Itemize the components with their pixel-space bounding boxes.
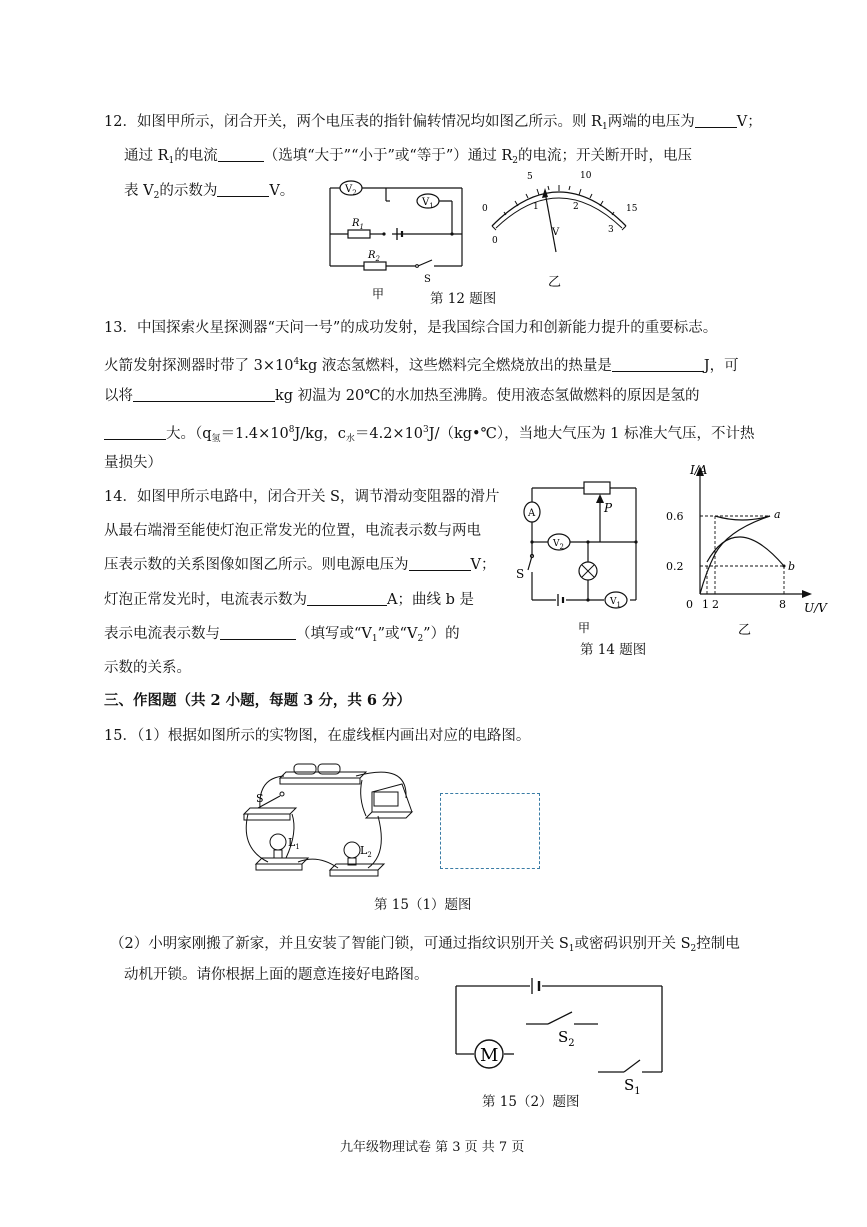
x-axis-label: U/V [804, 601, 827, 615]
dial-tick-label: 0 [482, 204, 488, 214]
q15-2-caption: 第 15（2）题图 [482, 1094, 580, 1110]
answer-blank[interactable] [218, 147, 264, 162]
q14-iu-graph [664, 462, 840, 640]
q14-caption: 第 14 题图 [580, 642, 647, 658]
q15-line-1: 15．（1）根据如图所示的实物图，在虚线框内画出对应的电路图。 [104, 728, 531, 744]
dial-tick-label: 1 [533, 202, 539, 212]
curve-b-label: b [788, 560, 796, 573]
r1-label: $R_1$ [352, 218, 364, 231]
fig-label-jia: 甲 [578, 621, 591, 635]
x-tick-label: 2 [712, 598, 719, 611]
s1-label: $S_1$ [624, 1076, 641, 1097]
switch-label: S [424, 274, 431, 285]
q14-circuit-diagram [516, 476, 648, 636]
answer-blank[interactable] [217, 182, 269, 197]
q15-physical-circuit [238, 758, 418, 884]
y-tick-label: 0.6 [666, 510, 684, 523]
x-tick-label: 1 [702, 598, 709, 611]
q13-line-3: 以将 kg 初温为 20℃的水加热至沸腾。使用液态氢做燃料的原因是氢的 [104, 388, 700, 404]
fig-label-jia: 甲 [372, 287, 385, 300]
dial-needle [545, 192, 556, 252]
switch-label: S [516, 567, 525, 581]
answer-blank[interactable] [612, 357, 704, 372]
q12-voltmeter-dial [474, 166, 644, 291]
answer-drawing-box[interactable] [440, 793, 540, 869]
x-tick-label: 0 [686, 598, 693, 611]
s2-label: $S_2$ [558, 1028, 575, 1049]
q14-line-5: 表示电流表示数与 （填写或“$V_1$”或“$V_2$”）的 [104, 626, 460, 644]
fig-label-yi: 乙 [738, 623, 752, 638]
answer-blank[interactable] [695, 113, 737, 128]
switch-label: S [256, 792, 264, 805]
answer-blank[interactable] [104, 425, 166, 440]
q12-line-1: 12．如图甲所示，闭合开关，两个电压表的指针偏转情况均如图乙所示。则 $R_1$两端的电压为 V； [104, 114, 762, 132]
q14-line-6: 示数的关系。 [104, 660, 191, 676]
section-3-heading: 三、作图题（共 2 小题，每题 3 分，共 6 分） [104, 692, 412, 709]
q13-line-5: 量损失） [104, 455, 162, 471]
curve-a-label: a [774, 508, 781, 521]
v1-label: $V_1$ [422, 197, 434, 210]
answer-blank[interactable] [409, 556, 471, 571]
r2-label: $R_2$ [368, 250, 380, 263]
dial-tick-label: 10 [580, 171, 592, 181]
y-tick-label: 0.2 [666, 560, 684, 573]
q13-line-4: 大。（$q_氢=1.4\times 10^8J/kg$，$c_水=4.2\times 10^3J/(kg•℃)$，当地大气压为 1 标准大气压，不计热 [104, 420, 755, 449]
v2-label: $V_2$ [553, 539, 564, 551]
q13-line-1: 13．中国探索火星探测器“天问一号”的成功发射，是我国综合国力和创新能力提升的重要标志。 [104, 320, 718, 336]
q12-line-3: 表 $V_2$的示数为 V。 [124, 183, 295, 201]
ammeter-label: A [528, 508, 536, 519]
l1-label: $L_1$ [288, 836, 300, 851]
y-axis-label: I/A [690, 463, 708, 477]
curve-b [707, 537, 784, 566]
answer-blank[interactable] [307, 591, 387, 606]
q12-circuit-diagram [320, 176, 470, 300]
q13-line-2: 火箭发射探测器时带了 $3\times 10^4kg$ 液态氢燃料，这些燃料完全燃烧放出的热量是 J，可 [104, 357, 739, 374]
slider-label: P [604, 501, 613, 515]
dial-tick-label: 3 [608, 225, 614, 235]
v1-label: $V_1$ [610, 597, 621, 609]
x-tick-label: 8 [779, 598, 786, 611]
dial-tick-label: 15 [626, 204, 638, 214]
q14-line-2: 从最右端滑至能使灯泡正常发光的位置，电流表示数与两电 [104, 523, 481, 539]
q15-lock-circuit [448, 972, 670, 1100]
q15-line-3: 动机开锁。请你根据上面的题意连接好电路图。 [124, 967, 429, 983]
fig-label-yi: 乙 [548, 275, 562, 290]
dial-tick-label: 2 [573, 202, 579, 212]
dial-unit: V [552, 227, 560, 238]
answer-blank[interactable] [220, 625, 296, 640]
answer-blank[interactable] [133, 387, 275, 402]
q14-line-4: 灯泡正常发光时，电流表示数为 A；曲线 b 是 [104, 592, 474, 608]
q15-line-2: （2）小明家刚搬了新家，并且安装了智能门锁，可通过指纹识别开关 $S_1$或密码识别开关 $S_2$控制电 [110, 936, 740, 954]
l2-label: $L_2$ [360, 844, 372, 859]
motor-label: M [480, 1045, 499, 1066]
q14-line-3: 压表示数的关系图像如图乙所示。则电源电压为 V； [104, 557, 496, 573]
q12-line-2: 通过 $R_1$的电流 （选填“大于”“小于”或“等于”）通过 $R_2$的电流；开关断开时，电压 [124, 148, 693, 166]
dial-tick-label: 0 [492, 236, 498, 246]
q15-1-caption: 第 15（1）题图 [374, 897, 472, 913]
v2-label: $V_2$ [345, 184, 357, 197]
page-footer: 九年级物理试卷 第 3 页 共 7 页 [340, 1140, 525, 1155]
q12-caption: 第 12 题图 [430, 291, 497, 307]
dial-tick-label: 5 [527, 172, 533, 182]
q14-line-1: 14．如图甲所示电路中，闭合开关 S，调节滑动变阻器的滑片 [104, 489, 500, 505]
